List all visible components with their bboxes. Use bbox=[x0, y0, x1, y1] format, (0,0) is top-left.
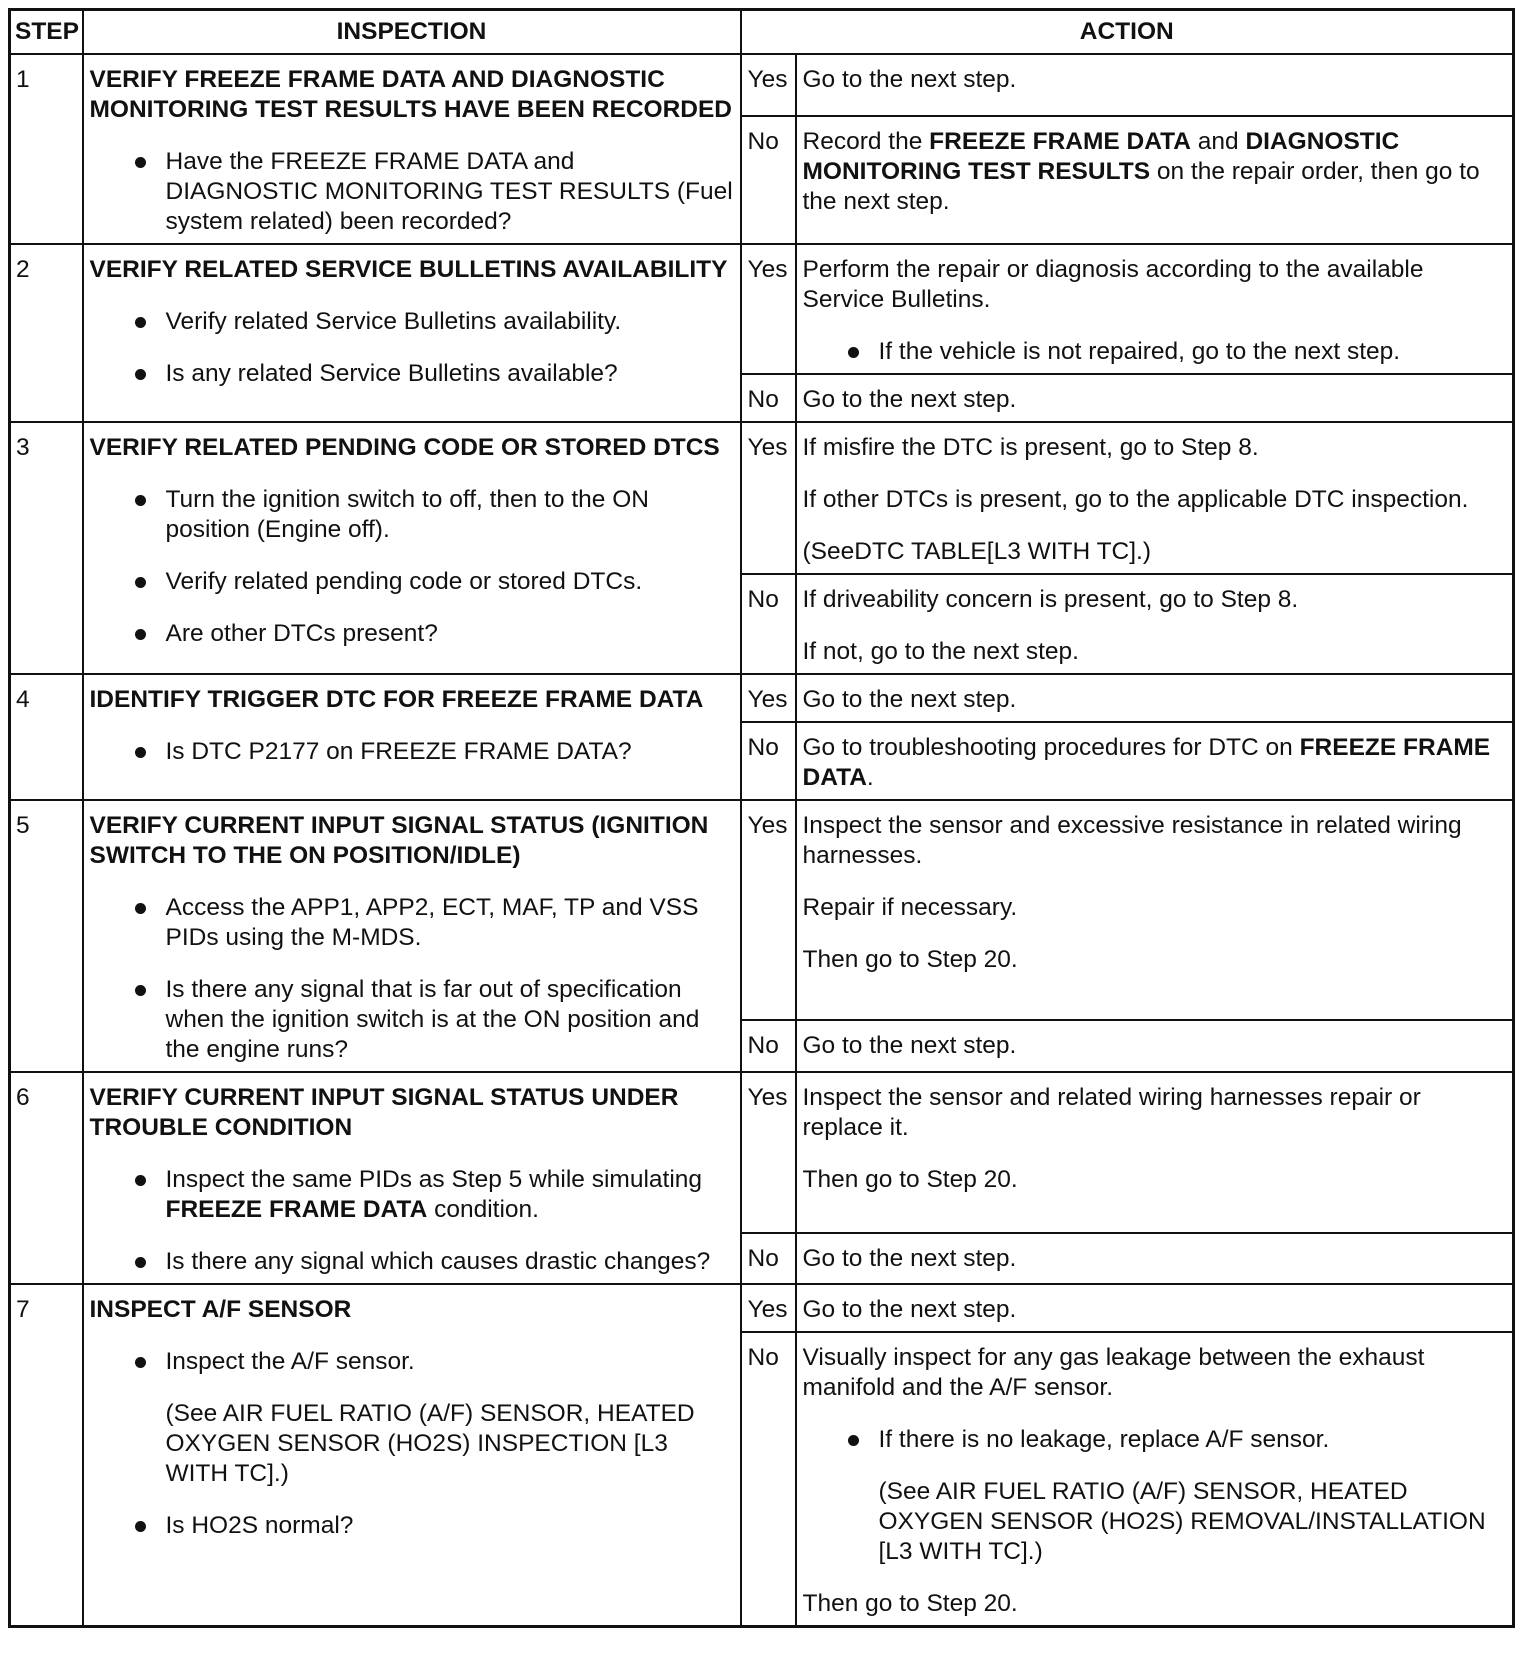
no-label: No bbox=[741, 116, 796, 244]
inspection-bullet: Are other DTCs present? bbox=[90, 619, 734, 649]
action-text: Then go to Step 20. bbox=[802, 1166, 1018, 1193]
step-title: IDENTIFY TRIGGER DTC FOR FREEZE FRAME DATA bbox=[89, 686, 704, 713]
step-3-row-yes bbox=[10, 422, 1514, 574]
action-text: If other DTCs is present, go to the applicable DTC inspection. bbox=[802, 486, 1469, 513]
bold-term: FREEZE FRAME DATA bbox=[165, 1196, 428, 1223]
text-run: condition. bbox=[427, 1196, 539, 1223]
yes-label: Yes bbox=[741, 1072, 796, 1233]
bold-term: FREEZE FRAME DATA bbox=[929, 128, 1191, 155]
step-title: VERIFY CURRENT INPUT SIGNAL STATUS UNDER TROUBLE CONDITION bbox=[89, 1084, 679, 1141]
no-action bbox=[796, 1020, 1514, 1072]
step-5-inspection bbox=[83, 800, 741, 1072]
no-label: No bbox=[741, 374, 796, 422]
step-title: INSPECT A/F SENSOR bbox=[89, 1296, 352, 1323]
no-action bbox=[796, 574, 1514, 674]
yes-action bbox=[796, 674, 1514, 722]
no-action bbox=[796, 722, 1514, 800]
bold-term: FREEZE FRAME DATA bbox=[802, 734, 1491, 791]
yes-action bbox=[796, 54, 1514, 116]
step-4-row-yes bbox=[10, 674, 1514, 722]
no-action bbox=[796, 374, 1514, 422]
header-row bbox=[10, 10, 1514, 55]
yes-action bbox=[796, 1284, 1514, 1332]
yes-action bbox=[796, 800, 1514, 1020]
step-number: 3 bbox=[10, 422, 83, 674]
action-text: If driveability concern is present, go to Step 8. bbox=[802, 586, 1299, 613]
inspection-bullet: Is DTC P2177 on FREEZE FRAME DATA? bbox=[90, 737, 734, 767]
step-2-inspection bbox=[83, 244, 741, 422]
action-text bbox=[803, 733, 1507, 793]
action-text: If not, go to the next step. bbox=[802, 638, 1079, 665]
yes-label: Yes bbox=[741, 54, 796, 116]
step-7-row-yes bbox=[10, 1284, 1514, 1332]
inspection-bullet: Is there any signal that is far out of specification when the ignition switch is at the ON position and the engine runs? bbox=[90, 975, 734, 1065]
action-text: Go to the next step. bbox=[802, 66, 1017, 93]
step-1-inspection bbox=[83, 54, 741, 244]
step-5-row-yes bbox=[10, 800, 1514, 1020]
inspection-bullet: Is any related Service Bulletins available? bbox=[90, 359, 734, 389]
action-bullet: If there is no leakage, replace A/F sensor. bbox=[803, 1425, 1507, 1455]
step-title: VERIFY FREEZE FRAME DATA AND DIAGNOSTIC MONITORING TEST RESULTS HAVE BEEN RECORDED bbox=[89, 66, 732, 123]
action-text: If misfire the DTC is present, go to Step 8. bbox=[802, 434, 1259, 461]
step-3-inspection bbox=[83, 422, 741, 674]
reference-note: (See AIR FUEL RATIO (A/F) SENSOR, HEATED OXYGEN SENSOR (HO2S) INSPECTION [L3 WITH TC].) bbox=[165, 1400, 695, 1487]
action-text: (SeeDTC TABLE[L3 WITH TC].) bbox=[802, 538, 1152, 565]
action-text: Go to the next step. bbox=[802, 1296, 1017, 1323]
step-number: 2 bbox=[10, 244, 83, 422]
yes-label: Yes bbox=[741, 244, 796, 374]
action-text: Inspect the sensor and related wiring harnesses repair or replace it. bbox=[802, 1084, 1421, 1141]
step-title: VERIFY RELATED SERVICE BULLETINS AVAILABILITY bbox=[89, 256, 728, 283]
action-text: Perform the repair or diagnosis according to the available Service Bulletins. bbox=[802, 256, 1424, 313]
reference-note: (See AIR FUEL RATIO (A/F) SENSOR, HEATED OXYGEN SENSOR (HO2S) REMOVAL/INSTALLATION [L3 WITH TC].) bbox=[878, 1478, 1486, 1565]
yes-action bbox=[796, 1072, 1514, 1233]
no-action bbox=[796, 116, 1514, 244]
step-number: 6 bbox=[10, 1072, 83, 1284]
bold-term: DIAGNOSTIC MONITORING TEST RESULTS bbox=[802, 128, 1400, 185]
yes-action bbox=[796, 422, 1514, 574]
action-text: Inspect the sensor and excessive resistance in related wiring harnesses. bbox=[802, 812, 1462, 869]
no-label: No bbox=[741, 1233, 796, 1284]
text-run: on the repair order, then go to the next step. bbox=[802, 158, 1480, 215]
step-2-row-yes bbox=[10, 244, 1514, 374]
yes-label: Yes bbox=[741, 1284, 796, 1332]
action-text: Visually inspect for any gas leakage between the exhaust manifold and the A/F sensor. bbox=[802, 1344, 1425, 1401]
inspection-bullet bbox=[90, 1165, 734, 1225]
text-run: Inspect the same PIDs as Step 5 while simulating bbox=[165, 1166, 703, 1193]
step-number: 4 bbox=[10, 674, 83, 800]
action-text: Repair if necessary. bbox=[802, 894, 1018, 921]
step-4-inspection bbox=[83, 674, 741, 800]
step-title: VERIFY CURRENT INPUT SIGNAL STATUS (IGNITION SWITCH TO THE ON POSITION/IDLE) bbox=[89, 812, 709, 869]
yes-label: Yes bbox=[741, 422, 796, 574]
action-text: Then go to Step 20. bbox=[802, 1590, 1018, 1617]
action-text: Go to the next step. bbox=[802, 1032, 1017, 1060]
diagnostic-procedure-table bbox=[8, 8, 1515, 1628]
action-text: Go to the next step. bbox=[802, 386, 1017, 413]
action-text bbox=[803, 127, 1507, 217]
no-action bbox=[796, 1332, 1514, 1627]
no-label: No bbox=[741, 722, 796, 800]
action-text: Then go to Step 20. bbox=[802, 946, 1018, 973]
yes-action bbox=[796, 244, 1514, 374]
inspection-bullet: Inspect the A/F sensor. bbox=[90, 1347, 734, 1377]
inspection-bullet: Have the FREEZE FRAME DATA and DIAGNOSTIC MONITORING TEST RESULTS (Fuel system related) been recorded? bbox=[90, 147, 734, 237]
no-label: No bbox=[741, 574, 796, 674]
yes-label: Yes bbox=[741, 800, 796, 1020]
no-label: No bbox=[741, 1020, 796, 1072]
no-action bbox=[796, 1233, 1514, 1284]
inspection-header: INSPECTION bbox=[83, 10, 741, 55]
inspection-bullet: Turn the ignition switch to off, then to the ON position (Engine off). bbox=[90, 485, 734, 545]
step-title: VERIFY RELATED PENDING CODE OR STORED DTCS bbox=[89, 434, 720, 461]
step-number: 5 bbox=[10, 800, 83, 1072]
text-run: Record the bbox=[802, 128, 930, 155]
step-1-row-yes bbox=[10, 54, 1514, 116]
text-run: Go to troubleshooting procedures for DTC on bbox=[802, 734, 1300, 761]
inspection-bullet: Is there any signal which causes drastic changes? bbox=[90, 1247, 734, 1277]
step-6-inspection bbox=[83, 1072, 741, 1284]
inspection-bullet: Verify related pending code or stored DTCs. bbox=[90, 567, 734, 597]
step-6-row-yes bbox=[10, 1072, 1514, 1233]
text-run: and bbox=[1190, 128, 1246, 155]
action-bullet: If the vehicle is not repaired, go to the next step. bbox=[803, 337, 1507, 367]
text-run: . bbox=[866, 764, 874, 791]
action-text: Go to the next step. bbox=[802, 1245, 1017, 1273]
step-number: 1 bbox=[10, 54, 83, 244]
action-header: ACTION bbox=[741, 10, 1514, 55]
no-label: No bbox=[741, 1332, 796, 1627]
yes-label: Yes bbox=[741, 674, 796, 722]
inspection-bullet: Access the APP1, APP2, ECT, MAF, TP and VSS PIDs using the M-MDS. bbox=[90, 893, 734, 953]
inspection-bullet: Verify related Service Bulletins availability. bbox=[90, 307, 734, 337]
step-number: 7 bbox=[10, 1284, 83, 1627]
step-header: STEP bbox=[10, 10, 83, 55]
step-7-inspection bbox=[83, 1284, 741, 1627]
action-text: Go to the next step. bbox=[802, 686, 1017, 713]
inspection-bullet: Is HO2S normal? bbox=[90, 1511, 734, 1541]
